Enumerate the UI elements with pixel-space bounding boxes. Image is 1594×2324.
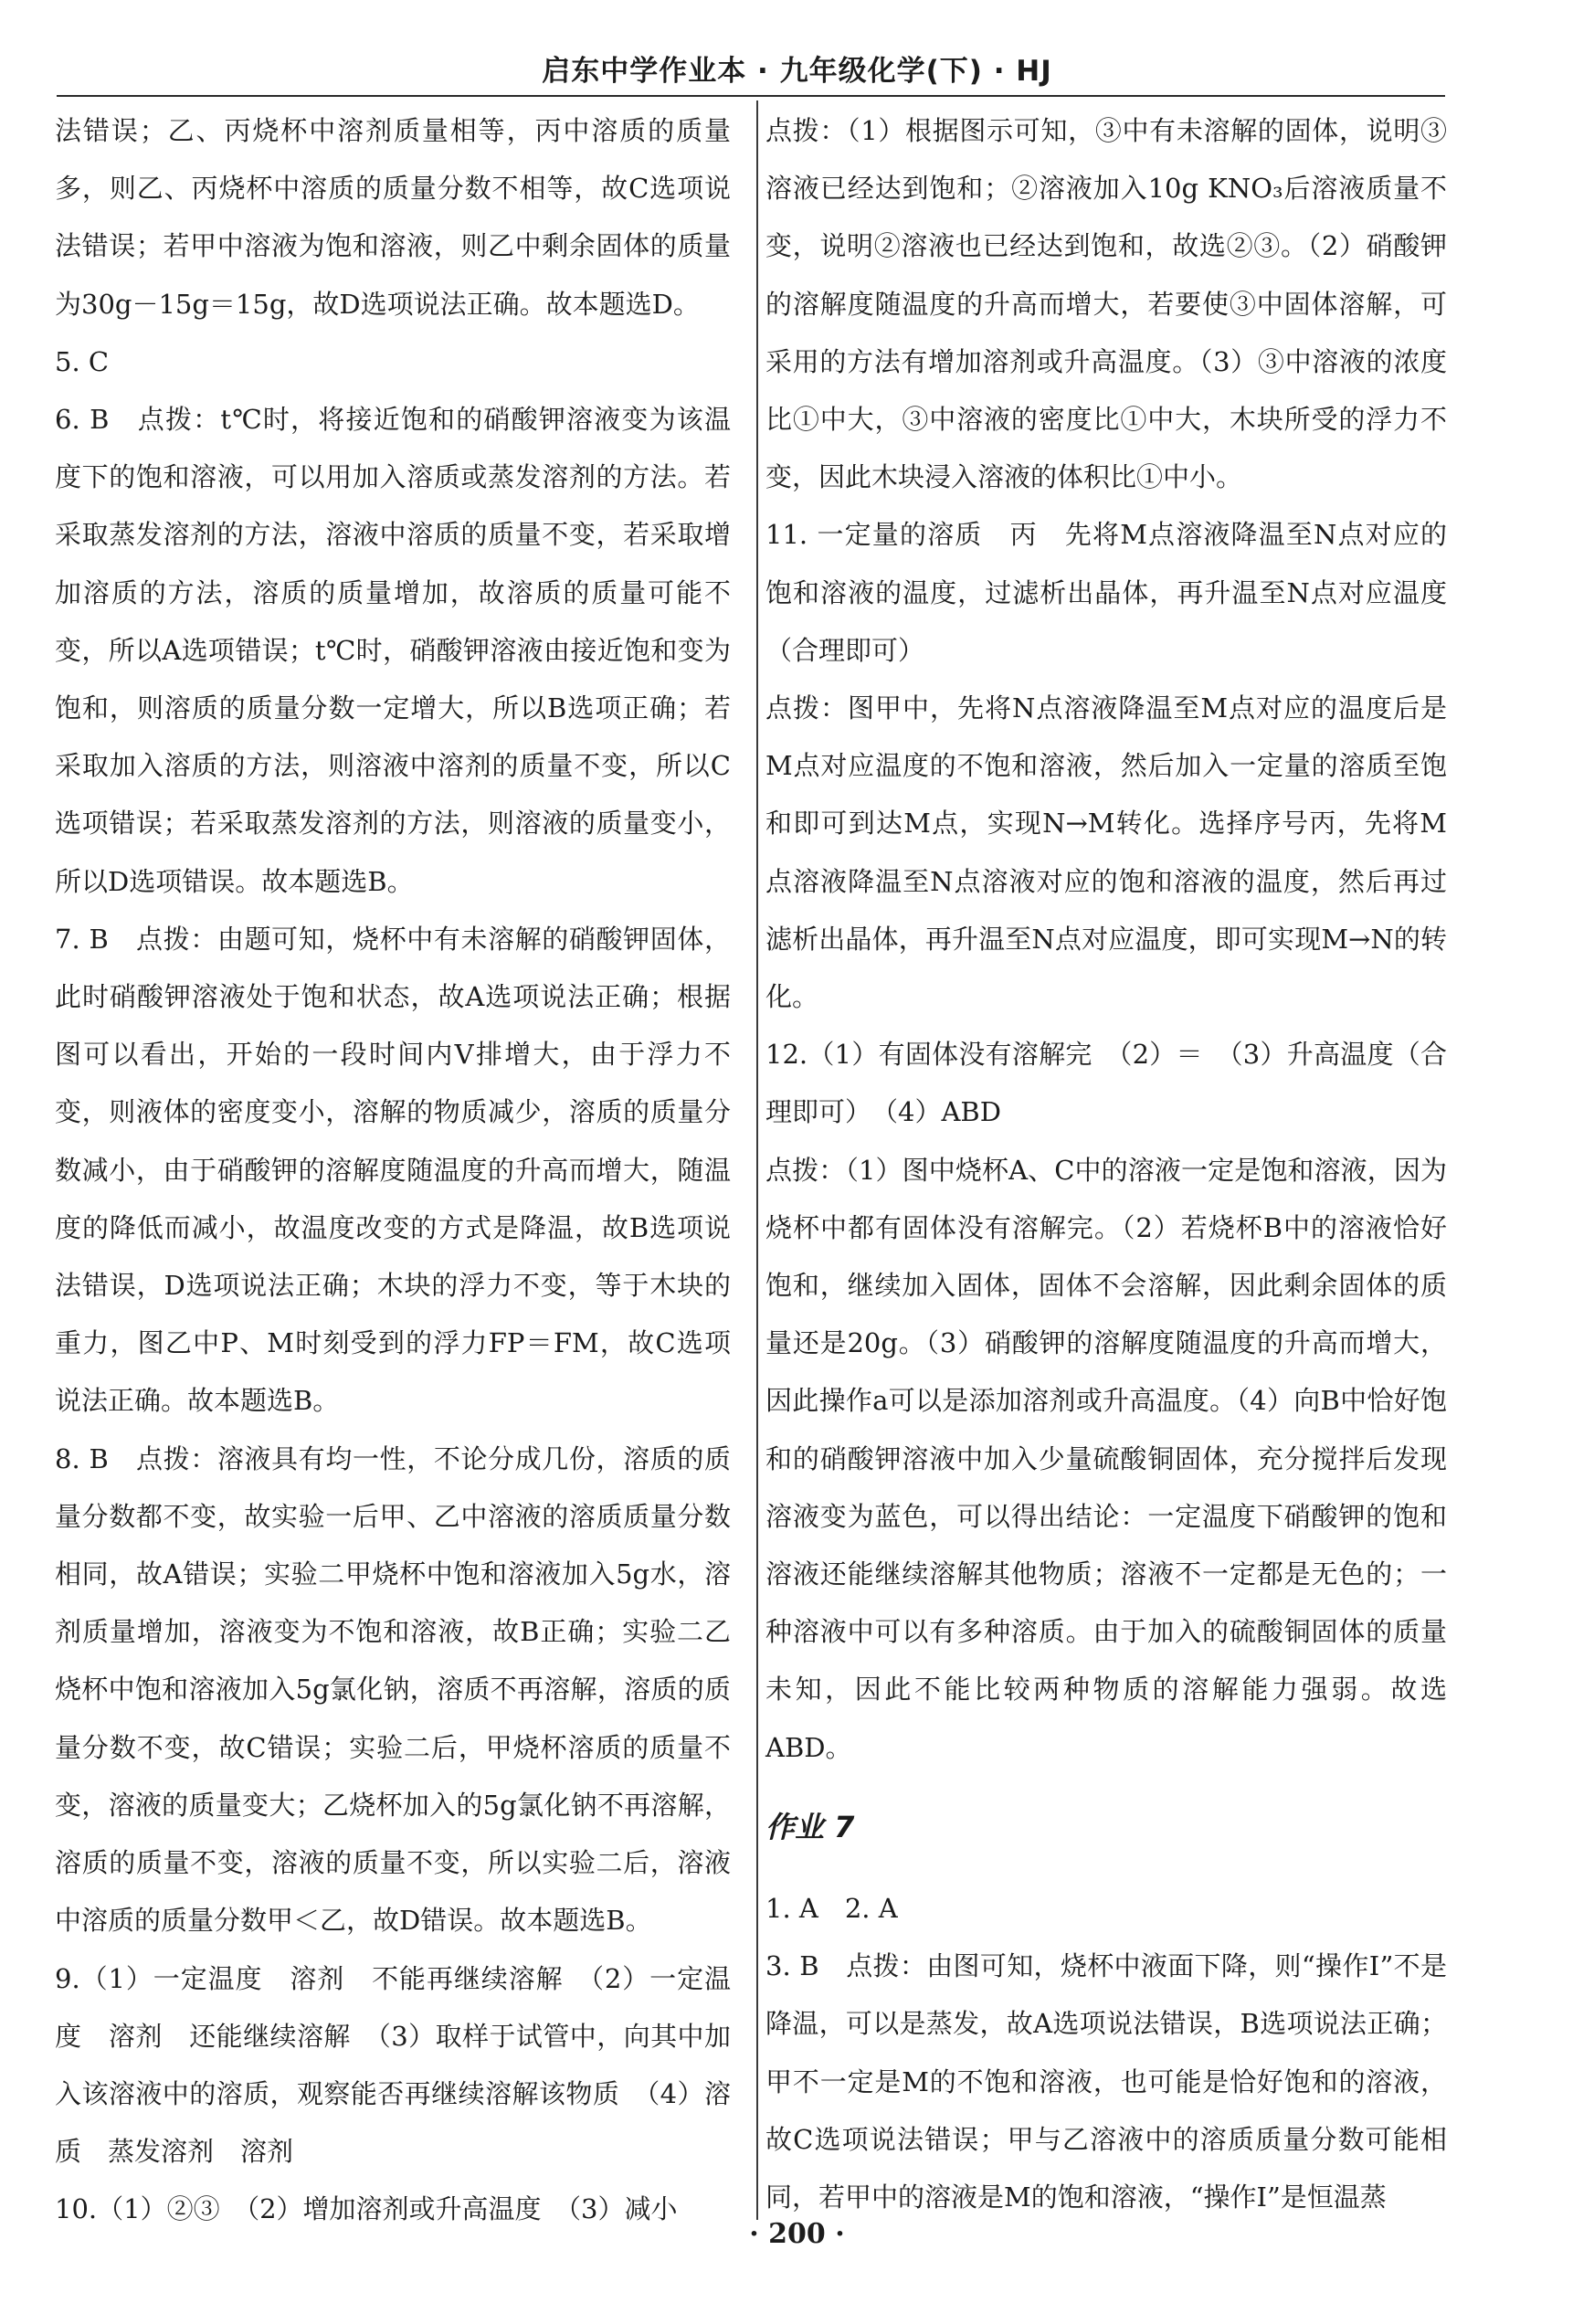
answer-1-2: 1. A 2. A	[765, 1892, 898, 1924]
answer-5: 5. C	[55, 345, 110, 377]
answer-12: 12.（1）有固体没有溶解完 （2）＝ （3）升高温度（合理即可） （4）ABD	[765, 1039, 1447, 1128]
answer-10-hint: 点拨：（1）根据图示可知，③中有未溶解的固体，说明③溶液已经达到饱和；②溶液加入10g KNO₃后溶液质量不变，说明②溶液也已经达到饱和，故选②③。（2）硝酸钾的溶解度随温度的升高而增大，若要使③中固体溶解，可采用的方法有增加溶剂或升高温度。（3）③中溶液的浓度比①中大，③中溶液的密度比①中大，木块所受的浮力不变，因此木块浸入溶液的体积比①中小。	[765, 115, 1447, 493]
answer-8: 8. B 点拨：溶液具有均一性，不论分成几份，溶质的质量分数都不变，故实验一后甲、乙中溶液的溶质质量分数相同，故A错误；实验二甲烧杯中饱和溶液加入5g水，溶剂质量增加，溶液变为不饱和溶液，故B正确；实验二乙烧杯中饱和溶液加入5g氯化钠，溶质不再溶解，溶质的质量分数不变，故C错误；实验二后，甲烧杯溶质的质量不变，溶液的质量变大；乙烧杯加入的5g氯化钠不再溶解，溶质的质量不变，溶液的质量不变，所以实验二后，溶液中溶质的质量分数甲＜乙，故D错误。故本题选B。	[55, 1442, 731, 1937]
header-rule	[57, 95, 1445, 97]
answer-9: 9.（1）一定温度 溶剂 不能再继续溶解 （2）一定温度 溶剂 还能继续溶解 （3）取样于试管中，向其中加入该溶液中的溶质，观察能否再继续溶解该物质 （4）溶质 蒸发溶剂 溶剂	[55, 1962, 731, 2168]
section-title: 作业 7	[765, 1809, 855, 1844]
left-column	[55, 102, 731, 2239]
answer-3: 3. B 点拨：由图可知，烧杯中液面下降，则“操作Ⅰ”不是降温，可以是蒸发，故A选项说法错误，B选项说法正确；甲不一定是M的不饱和溶液，也可能是恰好饱和的溶液，故C选项说法错误；甲与乙溶液中的溶质质量分数可能相同，若甲中的溶液是M的饱和溶液，“操作Ⅰ”是恒温蒸	[765, 1950, 1447, 2213]
answer-10: 10.（1）②③ （2）增加溶剂或升高温度 （3）减小	[55, 2193, 678, 2225]
paragraph-continuation: 法错误；乙、丙烧杯中溶剂质量相等，丙中溶质的质量多，则乙、丙烧杯中溶质的质量分数不相等，故C选项说法错误；若甲中溶液为饱和溶液，则乙中剩余固体的质量为30g－15g＝15g，故D选项说法正确。故本题选D。	[55, 115, 731, 320]
answer-6: 6. B 点拨：t℃时，将接近饱和的硝酸钾溶液变为该温度下的饱和溶液，可以用加入溶质或蒸发溶剂的方法。若采取蒸发溶剂的方法，溶液中溶质的质量不变，若采取增加溶质的方法，溶质的质量增加，故溶质的质量可能不变，所以A选项错误；t℃时，硝酸钾溶液由接近饱和变为饱和，则溶质的质量分数一定增大，所以B选项正确；若采取加入溶质的方法，则溶液中溶剂的质量不变，所以C选项错误；若采取蒸发溶剂的方法，则溶液的质量变小，所以D选项错误。故本题选B。	[55, 404, 731, 897]
column-divider	[756, 100, 758, 2220]
answer-7: 7. B 点拨：由题可知，烧杯中有未溶解的硝酸钾固体，此时硝酸钾溶液处于饱和状态，故A选项说法正确；根据图可以看出，开始的一段时间内V排增大，由于浮力不变，则液体的密度变小，溶解的物质减少，溶质的质量分数减小，由于硝酸钾的溶解度随温度的升高而增大，随温度的降低而减小，故温度改变的方式是降温，故B选项说法错误，D选项说法正确；木块的浮力不变，等于木块的重力，图乙中P、M时刻受到的浮力FP＝FM，故C选项说法正确。故本题选B。	[55, 923, 731, 1417]
page-number: · 200 ·	[749, 2218, 845, 2250]
answer-12-hint: 点拨：（1）图中烧杯A、C中的溶液一定是饱和溶液，因为烧杯中都有固体没有溶解完。（2）若烧杯B中的溶液恰好饱和，继续加入固体，固体不会溶解，因此剩余固体的质量还是20g。（3）硝酸钾的溶解度随温度的升高而增大，因此操作a可以是添加溶剂或升高温度。（4）向B中恰好饱和的硝酸钾溶液中加入少量硫酸铜固体，充分搅拌后发现溶液变为蓝色，可以得出结论：一定温度下硝酸钾的饱和溶液还能继续溶解其他物质；溶液不一定都是无色的；一种溶液中可以有多种溶质。由于加入的硫酸铜固体的质量未知，因此不能比较两种物质的溶解能力强弱。故选ABD。	[765, 1154, 1447, 1763]
answer-11: 11. 一定量的溶质 丙 先将M点溶液降温至N点对应的饱和溶液的温度，过滤析出晶体，再升温至N点对应温度（合理即可）	[765, 519, 1447, 666]
page-header: 启东中学作业本 · 九年级化学(下) · HJ	[542, 55, 1052, 88]
answer-11-hint: 点拨：图甲中，先将N点溶液降温至M点对应的温度后是M点对应温度的不饱和溶液，然后加入一定量的溶质至饱和即可到达M点，实现N→M转化。选择序号丙，先将M点溶液降温至N点溶液对应的饱和溶液的温度，然后再过滤析出晶体，再升温至N点对应温度，即可实现M→N的转化。	[765, 692, 1447, 1013]
right-column	[765, 102, 1447, 2226]
